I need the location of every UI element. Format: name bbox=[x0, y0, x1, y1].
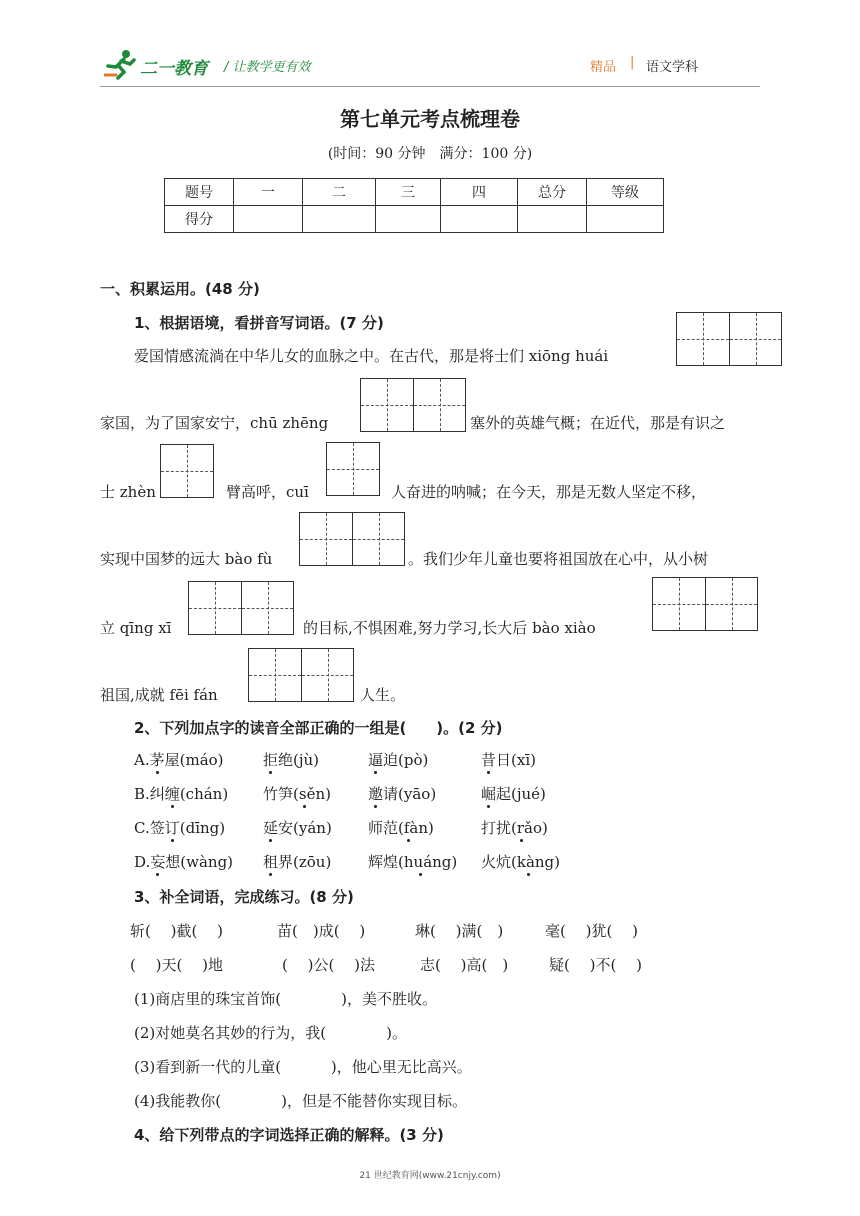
passage-line: 爱国情感流淌在中华儿女的血脉之中。在古代，那是将士们 xiōng huái bbox=[134, 347, 609, 365]
score-input-cell[interactable] bbox=[234, 206, 303, 233]
question-title: 3、补全词语，完成练习。(8 分) bbox=[134, 888, 354, 906]
page-title: 第七单元考点梳理卷 bbox=[340, 107, 520, 131]
idiom-blank[interactable]: ( )公( )法 bbox=[282, 956, 375, 974]
option-d[interactable]: D.妄想(wàng) 租界(zōu) 辉煌(huáng) 火炕(kàng) bbox=[134, 853, 561, 871]
idiom-blank[interactable]: ( )天( )地 bbox=[130, 956, 223, 974]
fill-sentence[interactable]: (1)商店里的珠宝首饰( )，美不胜收。 bbox=[134, 990, 437, 1008]
idiom-blank[interactable]: 琳( )满( ) bbox=[415, 922, 504, 940]
section-heading: 一、积累运用。(48 分) bbox=[100, 280, 260, 298]
writing-grid[interactable] bbox=[188, 581, 294, 635]
idiom-blank[interactable]: 志( )高( ) bbox=[420, 956, 509, 974]
passage-line: 实现中国梦的远大 bào fù bbox=[100, 550, 273, 568]
score-input-cell[interactable] bbox=[376, 206, 441, 233]
subject-label: 语文学科 bbox=[646, 60, 699, 75]
question-title: 2、下列加点字的读音全部正确的一组是( )。(2 分) bbox=[134, 719, 503, 737]
table-cell: 二 bbox=[303, 179, 376, 206]
exam-info: (时间：90 分钟 满分：100 分) bbox=[327, 146, 533, 162]
idiom-blank[interactable]: 疑( )不( ) bbox=[549, 956, 642, 974]
writing-grid[interactable] bbox=[248, 648, 354, 702]
passage-line: 家国，为了国家安宁，chū zhēng bbox=[100, 414, 329, 432]
question-title: 4、给下列带点的字词选择正确的解释。(3 分) bbox=[134, 1126, 444, 1144]
table-cell: 一 bbox=[234, 179, 303, 206]
option-a[interactable]: A.茅屋(máo) 拒绝(jù) 逼迫(pò) 昔日(xī) bbox=[134, 751, 536, 769]
logo-text: 二一教育 bbox=[140, 59, 208, 79]
fill-sentence[interactable]: (3)看到新一代的儿童( )，他心里无比高兴。 bbox=[134, 1058, 472, 1076]
footer-source: 21 世纪教育网(www.21cnjy.com) bbox=[359, 1171, 501, 1181]
option-b[interactable]: B.纠缠(chán) 竹笋(sěn) 邀请(yāo) 崛起(jué) bbox=[134, 785, 546, 803]
writing-grid[interactable] bbox=[676, 312, 782, 366]
passage-line: 立 qīng xī bbox=[100, 619, 172, 637]
idiom-blank[interactable]: 斩( )截( ) bbox=[130, 922, 223, 940]
table-cell: 题号 bbox=[165, 179, 234, 206]
passage-line: 人生。 bbox=[360, 686, 406, 704]
table-cell: 四 bbox=[441, 179, 518, 206]
writing-grid[interactable] bbox=[652, 577, 758, 631]
question-title: 1、根据语境，看拼音写词语。(7 分) bbox=[134, 314, 384, 332]
runner-logo-icon bbox=[104, 48, 138, 80]
passage-line: 士 zhèn bbox=[100, 483, 156, 501]
passage-line: 祖国,成就 fēi fán bbox=[100, 686, 218, 704]
passage-line: 人奋进的呐喊；在今天，那是无数人坚定不移， bbox=[391, 483, 707, 501]
passage-line: 的目标,不惧困难,努力学习,长大后 bào xiào bbox=[303, 619, 596, 637]
passage-line: 塞外的英雄气概；在近代，那是有识之 bbox=[470, 414, 726, 432]
score-input-cell[interactable] bbox=[303, 206, 376, 233]
header-separator: | bbox=[630, 55, 635, 70]
passage-line: 。我们少年儿童也要将祖国放在心中，从小树 bbox=[408, 550, 709, 568]
score-table-row bbox=[165, 206, 664, 233]
score-input-cell[interactable] bbox=[441, 206, 518, 233]
writing-grid[interactable] bbox=[326, 442, 380, 496]
writing-grid[interactable] bbox=[160, 444, 214, 498]
idiom-blank[interactable]: 毫( )犹( ) bbox=[545, 922, 638, 940]
table-cell: 得分 bbox=[165, 206, 234, 233]
header-divider bbox=[100, 86, 760, 87]
table-cell: 总分 bbox=[518, 179, 587, 206]
writing-grid[interactable] bbox=[360, 378, 466, 432]
table-cell: 等级 bbox=[587, 179, 664, 206]
quality-tag: 精品 bbox=[590, 60, 617, 75]
score-table-header-row bbox=[165, 179, 664, 206]
score-table bbox=[164, 178, 664, 233]
score-input-cell[interactable] bbox=[587, 206, 664, 233]
idiom-blank[interactable]: 苗( )成( ) bbox=[277, 922, 366, 940]
passage-line: 臂高呼，cuī bbox=[226, 483, 309, 501]
score-input-cell[interactable] bbox=[518, 206, 587, 233]
slogan: / 让教学更有效 bbox=[224, 60, 311, 75]
writing-grid[interactable] bbox=[299, 512, 405, 566]
table-cell: 三 bbox=[376, 179, 441, 206]
option-c[interactable]: C.签订(dīng) 延安(yán) 师范(fàn) 打扰(rǎo) bbox=[134, 819, 548, 837]
fill-sentence[interactable]: (4)我能教你( )，但是不能替你实现目标。 bbox=[134, 1092, 467, 1110]
fill-sentence[interactable]: (2)对她莫名其妙的行为，我( )。 bbox=[134, 1024, 407, 1042]
